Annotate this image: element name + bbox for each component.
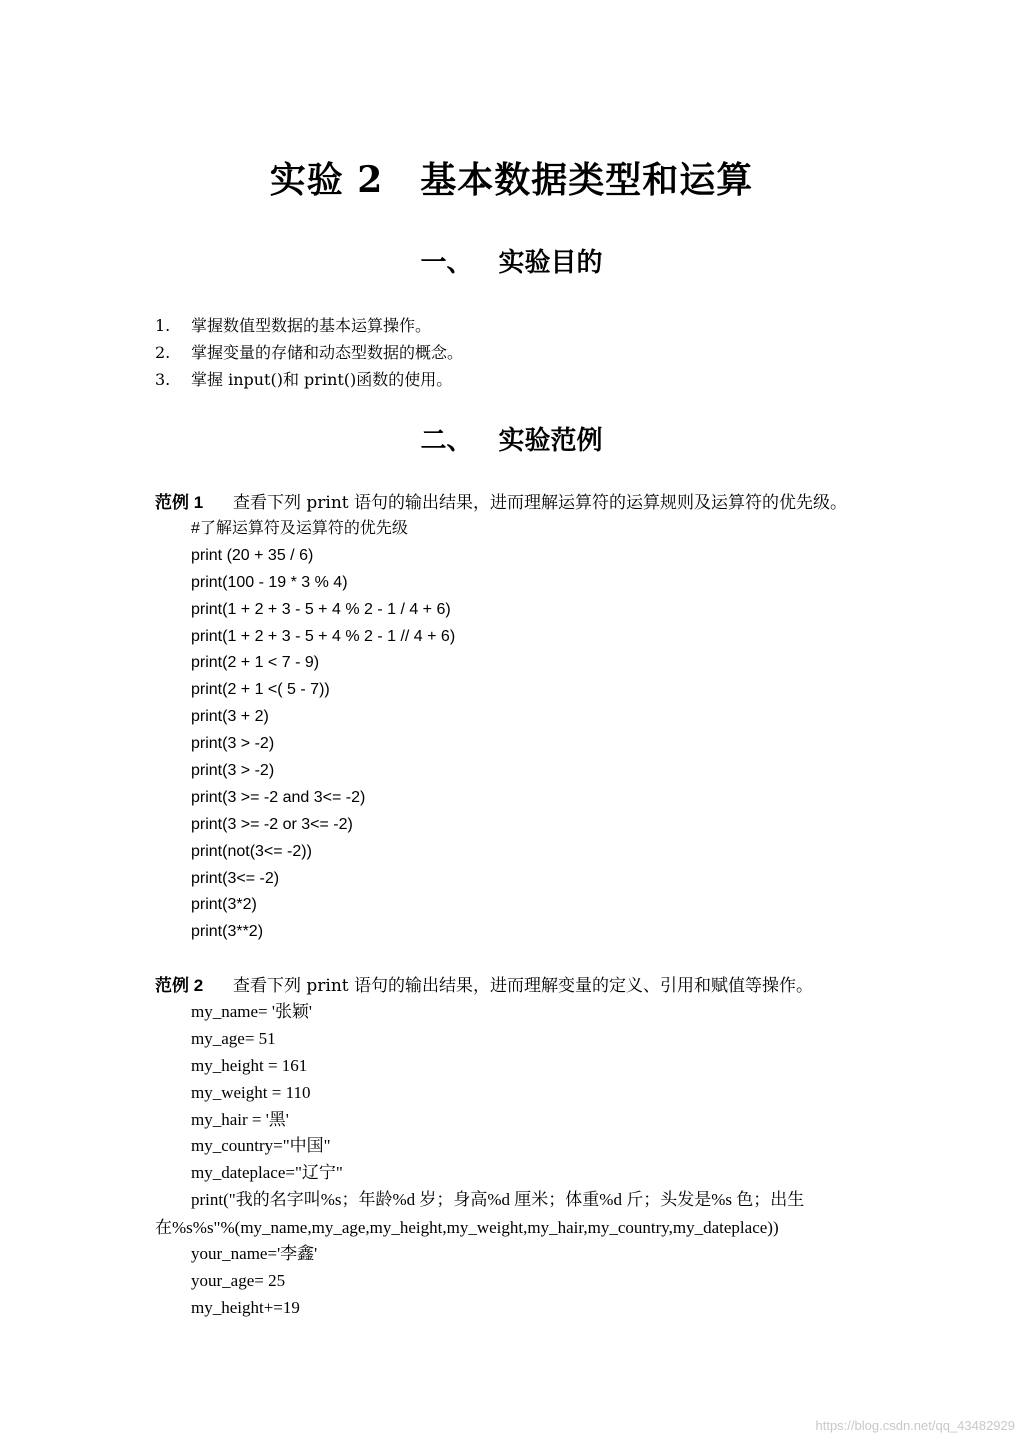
code-line: print(100 - 19 * 3 % 4)	[191, 573, 348, 591]
list-item	[155, 312, 463, 339]
example-2-code-continued	[191, 1241, 317, 1322]
code-line: your_name='李鑫'	[191, 1244, 318, 1263]
section-number: 二、	[420, 426, 473, 456]
code-line: my_height+=19	[191, 1297, 300, 1317]
section-heading-objectives	[0, 243, 1023, 283]
code-line: my_country="中国"	[191, 1136, 331, 1156]
objectives-list	[155, 312, 463, 393]
section-number: 一、	[420, 248, 473, 278]
item-text: 掌握变量的存储和动态型数据的概念。	[191, 343, 464, 362]
example-2-heading	[155, 972, 813, 1000]
section-heading-examples	[0, 421, 1023, 461]
code-line: print (20 + 35 / 6)	[191, 546, 314, 564]
item-number: 2.	[155, 343, 171, 362]
code-line: print(3 > -2)	[191, 735, 275, 753]
code-line: my_dateplace="辽宁"	[191, 1163, 343, 1183]
code-line: my_name= '张颖'	[191, 1002, 313, 1021]
item-text: 掌握 input()和 print()函数的使用。	[191, 370, 453, 389]
code-line: print(3 + 2)	[191, 708, 269, 726]
code-line: print(3<= -2)	[191, 869, 280, 887]
example-2-code	[191, 999, 804, 1214]
code-line: print(3 >= -2 and 3<= -2)	[191, 788, 366, 806]
code-line: #了解运算符及运算符的优先级	[191, 520, 408, 537]
example-description: 查看下列 print 语句的输出结果，进而理解变量的定义、引用和赋值等操作。	[233, 976, 814, 996]
example-1-heading	[155, 489, 847, 517]
code-line-wrapped: 在%s%s"%(my_name,my_age,my_height,my_weight,my_hair,my_country,my_dateplace))	[155, 1218, 779, 1237]
example-1-code	[191, 516, 455, 946]
code-line: print(3**2)	[191, 923, 264, 941]
code-line: print("我的名字叫%s；年龄%d 岁；身高%d 厘米；体重%d 斤；头发是%s 色；出生	[191, 1190, 805, 1210]
example-description: 查看下列 print 语句的输出结果，进而理解运算符的运算规则及运算符的优先级。	[233, 493, 848, 513]
item-number: 1.	[155, 316, 171, 335]
item-text: 掌握数值型数据的基本运算操作。	[191, 316, 432, 335]
list-item	[155, 339, 463, 366]
code-line: print(2 + 1 < 7 - 9)	[191, 654, 320, 672]
code-line: my_age= 51	[191, 1028, 276, 1048]
code-line: my_height = 161	[191, 1055, 308, 1075]
list-item	[155, 366, 463, 393]
code-line: my_weight = 110	[191, 1082, 311, 1102]
code-line: print(1 + 2 + 3 - 5 + 4 % 2 - 1 / 4 + 6)	[191, 600, 451, 618]
code-line: print(not(3<= -2))	[191, 842, 312, 860]
section-label: 实验范例	[498, 426, 603, 456]
code-line: print(2 + 1 <( 5 - 7))	[191, 681, 330, 699]
code-line: print(1 + 2 + 3 - 5 + 4 % 2 - 1 // 4 + 6)	[191, 627, 456, 645]
code-line: my_hair = '黑'	[191, 1109, 289, 1129]
watermark: https://blog.csdn.net/qq_43482929	[815, 1418, 1015, 1433]
code-line: print(3 >= -2 or 3<= -2)	[191, 815, 353, 833]
section-label: 实验目的	[498, 248, 603, 278]
code-line: print(3*2)	[191, 896, 257, 914]
code-line: your_age= 25	[191, 1270, 286, 1290]
example-tag: 范例 2	[155, 976, 204, 995]
example-tag: 范例 1	[155, 493, 204, 512]
code-line: print(3 > -2)	[191, 762, 275, 780]
page-title: 实验 2 基本数据类型和运算	[269, 159, 754, 201]
item-number: 3.	[155, 370, 171, 389]
